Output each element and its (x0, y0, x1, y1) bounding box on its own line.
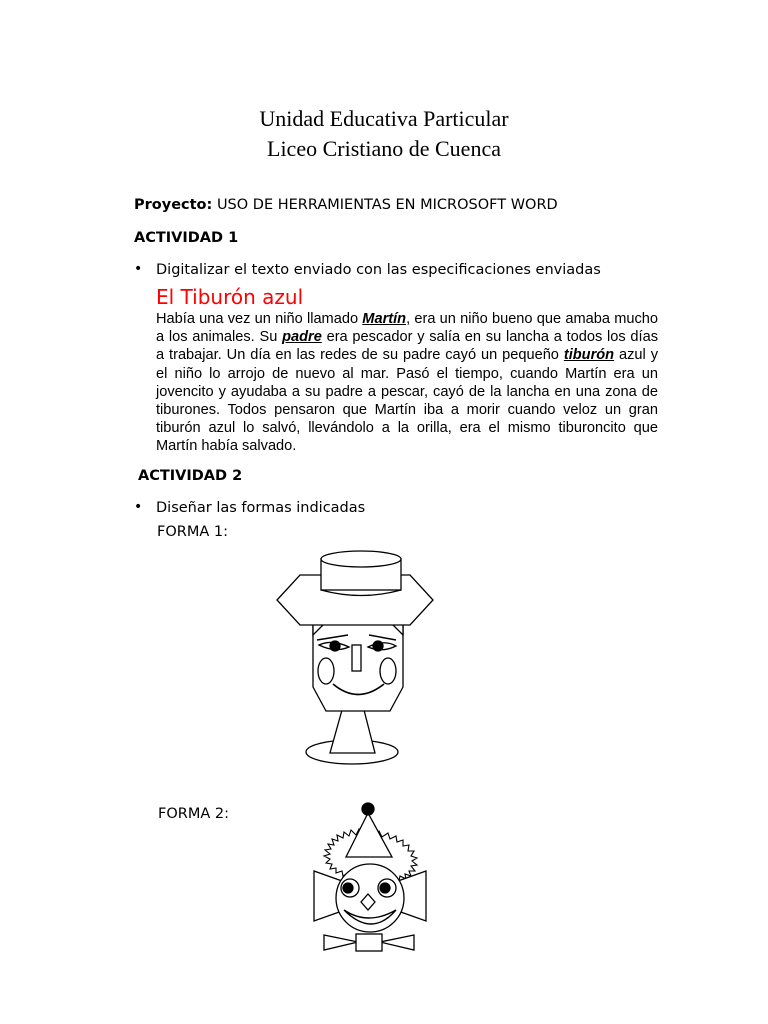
bow-tie-right (380, 935, 414, 950)
left-pupil (343, 883, 353, 893)
story-paragraph (156, 310, 658, 456)
story-keyword-padre: padre (282, 329, 322, 346)
left-cheek (318, 658, 334, 684)
story-keyword-martin: Martín (362, 311, 407, 327)
right-eye-pupil (373, 641, 383, 651)
forma1-drawing (270, 545, 440, 770)
bullet-dot-icon: • (134, 261, 143, 277)
story-text: azul y el niño lo arrojo de nuevo al mar. Pasó el tiempo, cuando Martín era un jovencito y ayudaba a su padre a pescar, cayó de la lancha en una zona de tiburones. Todos pensaron que Martín iba a morir cuando veloz un gran tiburón azul lo salvó, llevándolo a la orilla, era el mismo tiburoncito que Martín había salvado. (156, 347, 658, 455)
activity1-bullet-text: Digitalizar el texto enviado con las especificaciones enviadas (156, 262, 601, 278)
forma1-label: FORMA 1: (157, 524, 228, 540)
school-name-line2: Liceo Cristiano de Cuenca (267, 136, 501, 161)
party-hat-pompom (362, 803, 374, 815)
forma2-label: FORMA 2: (158, 806, 229, 822)
story-text: Había una vez un niño llamado (156, 311, 363, 327)
story-text: era pescador y salía en su lancha a todos los días a trabajar. Un día en las redes de su padre cayó un pequeño (156, 329, 658, 364)
project-value: USO DE HERRAMIENTAS EN MICROSOFT WORD (216, 197, 558, 213)
activity2-bullet (134, 499, 366, 516)
school-name-line1: Unidad Educativa Particular (259, 106, 509, 131)
bullet-dot-icon: • (134, 499, 143, 515)
activity2-bullet-text: Diseñar las formas indicadas (156, 500, 366, 516)
nose (352, 645, 361, 671)
right-pupil (380, 883, 390, 893)
story-keyword-tiburon: tiburón (563, 347, 615, 364)
pedestal-neck (330, 710, 375, 753)
hat-crown-top (321, 551, 401, 567)
story-text: , era un niño bueno que amaba mucho a los animales. Su (156, 311, 658, 346)
right-cheek (380, 658, 396, 684)
forma2-drawing (300, 798, 440, 970)
project-line (134, 197, 558, 213)
left-eye-pupil (330, 641, 340, 651)
bow-tie-left (324, 935, 358, 950)
bow-tie-knot (356, 934, 382, 951)
activity2-heading: ACTIVIDAD 2 (138, 468, 243, 484)
story-title: El Tiburón azul (156, 285, 304, 309)
activity1-heading: ACTIVIDAD 1 (134, 230, 239, 246)
activity1-bullet (134, 261, 601, 278)
project-label: Proyecto: (134, 197, 213, 213)
